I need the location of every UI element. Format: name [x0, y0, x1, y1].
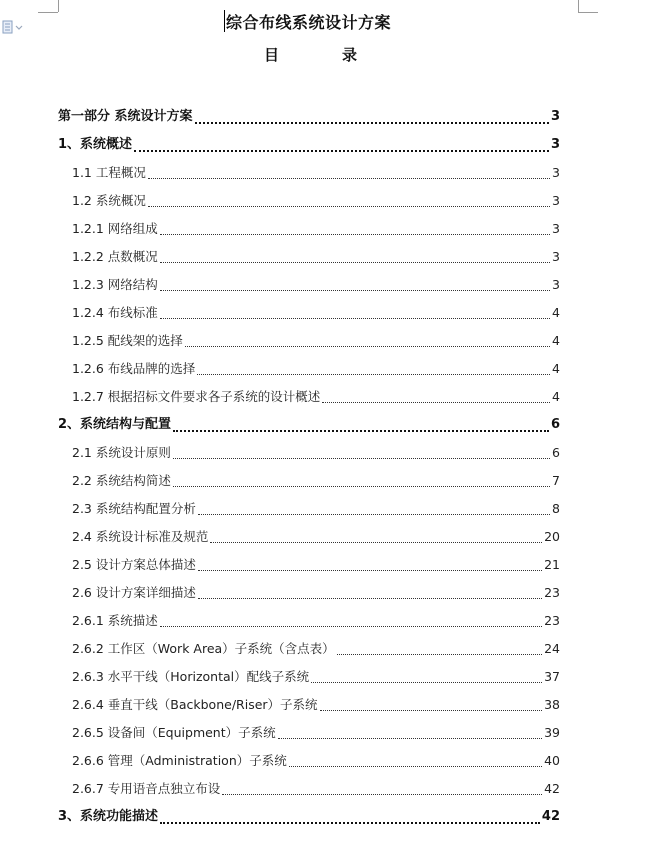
- toc-entry[interactable]: [58, 355, 560, 383]
- toc-entry-label: 2.3 系统结构配置分析: [72, 501, 196, 516]
- toc-entry-page: 4: [552, 333, 560, 348]
- toc-entry-label: 2.1 系统设计原则: [72, 445, 171, 460]
- document-icon[interactable]: [2, 20, 24, 34]
- toc-dot-leader: [222, 793, 542, 795]
- crop-mark-right-h: [578, 12, 598, 13]
- toc-dot-leader: [160, 261, 550, 263]
- toc-heading-char-1: 目: [264, 46, 280, 64]
- toc-entry[interactable]: [58, 551, 560, 579]
- toc-entry-label: 3、系统功能描述: [58, 809, 159, 824]
- toc-entry[interactable]: [58, 719, 560, 747]
- toc-entry-page: 6: [550, 417, 560, 432]
- crop-mark-right: [578, 0, 579, 12]
- document-title: 综合布线系统设计方案: [226, 13, 392, 32]
- toc-entry-label: 1.2.5 配线架的选择: [72, 333, 183, 348]
- toc-entry[interactable]: [58, 187, 560, 215]
- toc-entry-label: 1.1 工程概况: [72, 165, 146, 180]
- toc-dot-leader: [311, 681, 542, 683]
- toc-entry-label: 2.6.3 水平干线（Horizontal）配线子系统: [72, 669, 310, 684]
- toc-entry[interactable]: [58, 775, 560, 803]
- toc-entry[interactable]: [58, 103, 560, 131]
- toc-dot-leader: [289, 765, 542, 767]
- toc-dot-leader: [160, 821, 540, 824]
- toc-entry-label: 1.2.4 布线标准: [72, 305, 158, 320]
- toc-entry[interactable]: [58, 131, 560, 159]
- toc-entry[interactable]: [58, 243, 560, 271]
- toc-entry[interactable]: [58, 747, 560, 775]
- toc-dot-leader: [322, 401, 550, 403]
- toc-entry-page: 3: [550, 137, 560, 152]
- toc-entry-page: 4: [552, 361, 560, 376]
- toc-entry-page: 20: [544, 529, 560, 544]
- toc-entry[interactable]: [58, 439, 560, 467]
- toc-entry-page: 24: [544, 641, 560, 656]
- toc-entry-label: 1.2 系统概况: [72, 193, 146, 208]
- toc-entry-label: 2.6.7 专用语音点独立布设: [72, 781, 221, 796]
- toc-entry[interactable]: [58, 691, 560, 719]
- toc-entry-page: 23: [544, 585, 560, 600]
- toc-entry-page: 4: [552, 389, 560, 404]
- toc-entry-label: 1、系统概述: [58, 137, 133, 152]
- toc-entry-page: 8: [552, 501, 560, 516]
- toc-dot-leader: [134, 149, 549, 152]
- toc-entry[interactable]: [58, 327, 560, 355]
- toc-dot-leader: [173, 457, 550, 459]
- toc-dot-leader: [148, 205, 550, 207]
- toc-entry[interactable]: [58, 299, 560, 327]
- toc-entry-page: 40: [544, 753, 560, 768]
- toc-dot-leader: [148, 177, 550, 179]
- toc-entry-label: 2.6.2 工作区（Work Area）子系统（含点表）: [72, 641, 335, 656]
- toc-dot-leader: [198, 597, 542, 599]
- toc-entry[interactable]: [58, 803, 560, 831]
- crop-mark-left: [58, 0, 59, 12]
- toc-dot-leader: [197, 373, 550, 375]
- toc-entry-label: 2.6.6 管理（Administration）子系统: [72, 753, 287, 768]
- toc-entry-page: 3: [552, 193, 560, 208]
- toc-entry-page: 3: [552, 165, 560, 180]
- toc-dot-leader: [160, 317, 550, 319]
- text-cursor: [224, 10, 225, 32]
- toc-entry-page: 4: [552, 305, 560, 320]
- toc-entry[interactable]: [58, 635, 560, 663]
- toc-entry-label: 2.6 设计方案详细描述: [72, 585, 196, 600]
- toc-dot-leader: [198, 569, 542, 571]
- toc-entry-page: 42: [541, 809, 560, 824]
- toc-entry-label: 1.2.7 根据招标文件要求各子系统的设计概述: [72, 389, 321, 404]
- toc-entry-label: 2.6.4 垂直干线（Backbone/Riser）子系统: [72, 697, 318, 712]
- toc-entry[interactable]: [58, 383, 560, 411]
- toc-entry[interactable]: [58, 607, 560, 635]
- toc-entry[interactable]: [58, 523, 560, 551]
- toc-entry[interactable]: [58, 271, 560, 299]
- toc-entry-label: 1.2.6 布线品牌的选择: [72, 361, 196, 376]
- toc-entry-label: 2、系统结构与配置: [58, 417, 172, 432]
- toc-dot-leader: [160, 289, 550, 291]
- toc-dot-leader: [173, 429, 549, 432]
- toc-dot-leader: [160, 625, 542, 627]
- toc-entry-label: 1.2.1 网络组成: [72, 221, 158, 236]
- toc-dot-leader: [320, 709, 543, 711]
- toc-dot-leader: [198, 513, 550, 515]
- toc-entry-label: 1.2.3 网络结构: [72, 277, 158, 292]
- toc-entry-label: 1.2.2 点数概况: [72, 249, 158, 264]
- toc-dot-leader: [278, 737, 542, 739]
- toc-entry-page: 3: [552, 249, 560, 264]
- toc-entry[interactable]: [58, 159, 560, 187]
- toc-entry-label: 2.5 设计方案总体描述: [72, 557, 196, 572]
- toc-entry-label: 2.6.1 系统描述: [72, 613, 158, 628]
- crop-mark-left-h: [38, 12, 58, 13]
- table-of-contents: [58, 103, 560, 831]
- toc-entry-label: 2.6.5 设备间（Equipment）子系统: [72, 725, 276, 740]
- toc-entry-page: 37: [544, 669, 560, 684]
- toc-heading-char-2: 录: [342, 46, 358, 64]
- toc-entry[interactable]: [58, 467, 560, 495]
- toc-entry-page: 3: [552, 277, 560, 292]
- toc-entry-page: 39: [544, 725, 560, 740]
- toc-entry-page: 6: [552, 445, 560, 460]
- toc-entry[interactable]: [58, 579, 560, 607]
- toc-entry[interactable]: [58, 411, 560, 439]
- toc-entry-label: 2.4 系统设计标准及规范: [72, 529, 209, 544]
- toc-entry-page: 3: [552, 221, 560, 236]
- toc-entry-label: 2.2 系统结构简述: [72, 473, 171, 488]
- toc-entry-page: 38: [544, 697, 560, 712]
- toc-entry-page: 42: [544, 781, 560, 796]
- toc-dot-leader: [195, 121, 549, 124]
- toc-dot-leader: [337, 653, 542, 655]
- toc-entry-page: 3: [550, 109, 560, 124]
- toc-entry-page: 21: [544, 557, 560, 572]
- toc-dot-leader: [173, 485, 550, 487]
- toc-dot-leader: [160, 233, 550, 235]
- toc-entry[interactable]: [58, 663, 560, 691]
- toc-entry-label: 第一部分 系统设计方案: [58, 109, 193, 124]
- toc-dot-leader: [185, 345, 550, 347]
- toc-entry[interactable]: [58, 495, 560, 523]
- toc-entry-page: 23: [544, 613, 560, 628]
- toc-entry-page: 7: [552, 473, 560, 488]
- toc-dot-leader: [210, 541, 542, 543]
- toc-entry[interactable]: [58, 215, 560, 243]
